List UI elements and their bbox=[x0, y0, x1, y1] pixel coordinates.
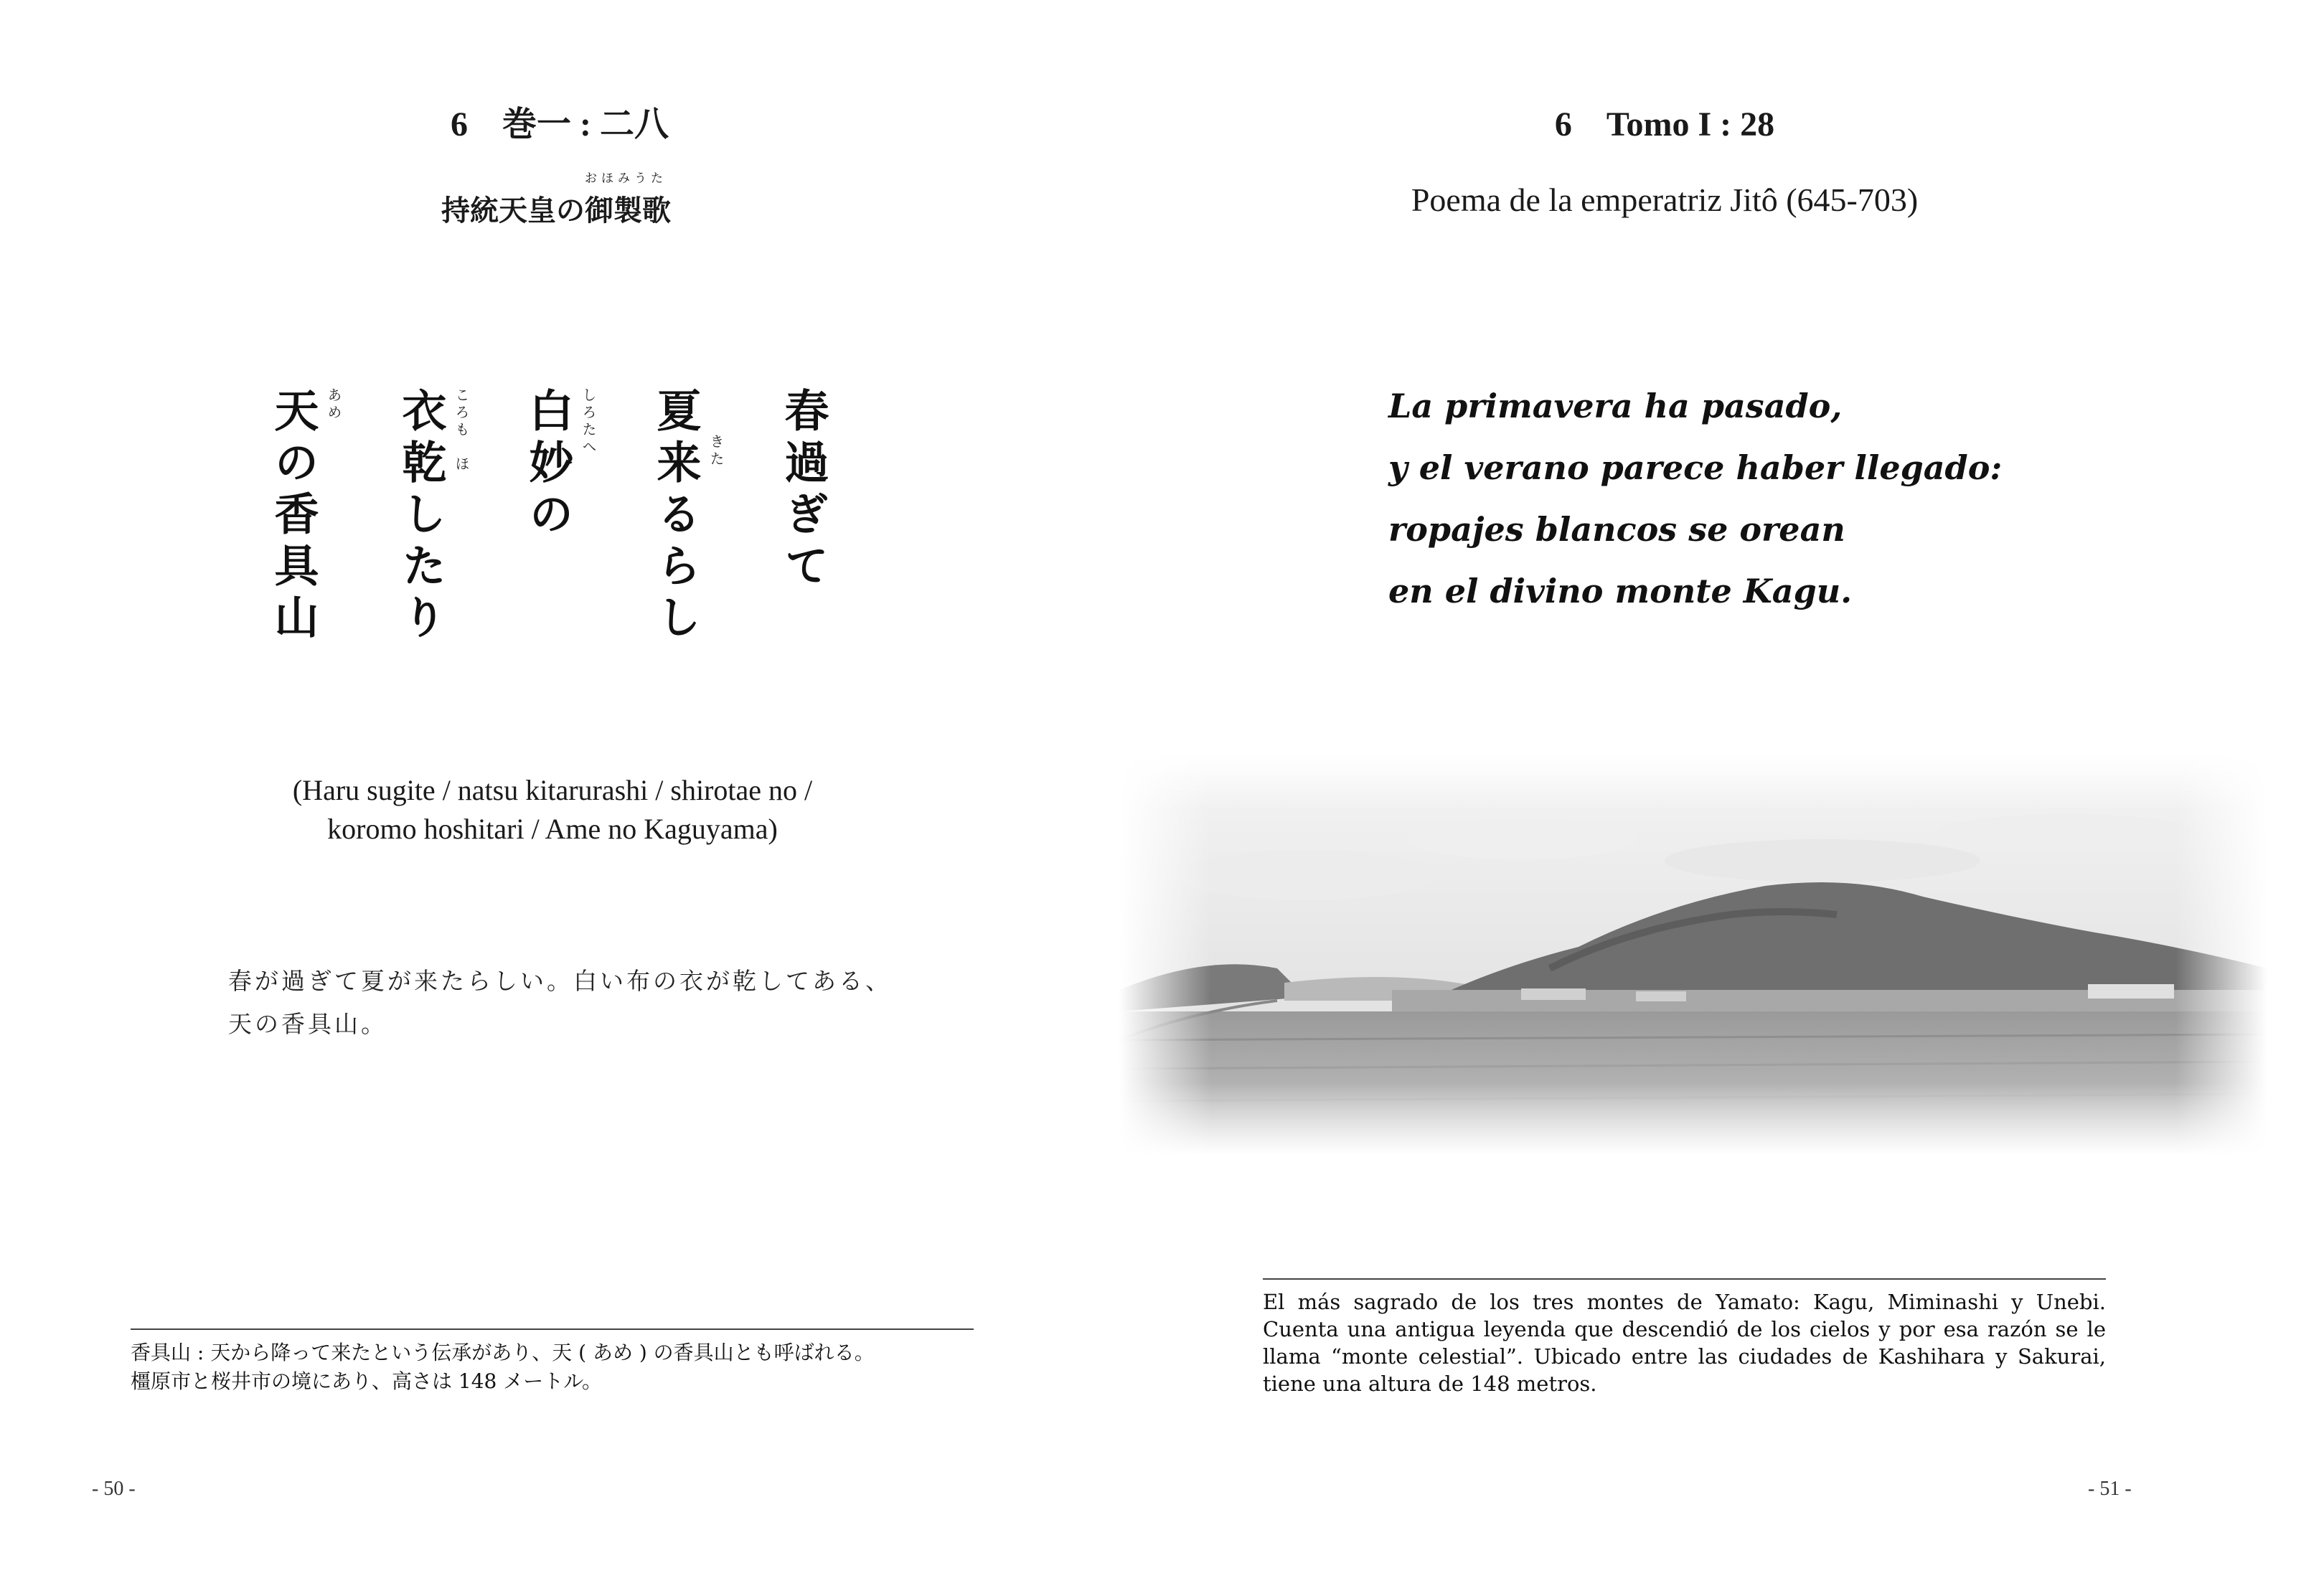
poem-ruby-3: しろたへ bbox=[580, 387, 597, 456]
modern-translation bbox=[228, 960, 1017, 1046]
subheading-prefix: 持統天皇の bbox=[441, 194, 585, 227]
page-number-right: - 51 - bbox=[2088, 1478, 2132, 1500]
footnote-divider bbox=[131, 1328, 974, 1330]
poem-column-5: 天の香具山 bbox=[267, 387, 319, 646]
landscape-illustration bbox=[1119, 753, 2267, 1155]
footnote-line-1: 香具山 : 天から降って来たという伝承があり、天 ( あめ ) の香具山とも呼ばれる。 bbox=[131, 1341, 875, 1364]
poem-column-1: 春過ぎて bbox=[777, 387, 829, 594]
poem-line-3: ropajes blancos se orean bbox=[1388, 510, 1845, 549]
poem-ruby-4: ころも ほ bbox=[453, 387, 470, 473]
footnote bbox=[131, 1339, 992, 1396]
romaji-block bbox=[179, 771, 926, 849]
cloud bbox=[1177, 850, 1435, 900]
subheading-ruby-word-wrap bbox=[585, 171, 671, 229]
poem-line-2: y el verano parece haber llegado: bbox=[1388, 448, 2003, 487]
rice-fields bbox=[1119, 1011, 2267, 1155]
right-title: Poema de la emperatriz Jitô (645-703) bbox=[1411, 181, 1919, 218]
left-page bbox=[0, 0, 1134, 1586]
right-heading: 6 Tomo I : 28 bbox=[1554, 105, 1775, 143]
cloud bbox=[1406, 819, 1636, 859]
poem-line-1: La primavera ha pasado, bbox=[1388, 387, 1843, 425]
house bbox=[1521, 988, 1586, 1000]
modern-line-2: 天の香具山。 bbox=[228, 1010, 387, 1038]
poem-column-3: 白妙の bbox=[522, 387, 574, 542]
subheading-ruby: おほみうた bbox=[585, 171, 667, 186]
romaji-line-1: (Haru sugite / natsu kitarurashi / shirotae no / bbox=[292, 774, 813, 806]
left-subheading bbox=[402, 171, 710, 229]
house bbox=[2088, 984, 2174, 999]
poem-column-2: 夏来るらし bbox=[649, 387, 702, 646]
poem-ruby-5: あめ bbox=[325, 387, 342, 422]
poem-ruby-2: きた bbox=[707, 434, 725, 468]
footnote-line-2: 橿原市と桜井市の境にあり、高さは 148 メートル。 bbox=[131, 1369, 603, 1393]
cloud bbox=[1937, 814, 2196, 850]
spanish-poem bbox=[1388, 375, 2249, 622]
page-number-left: - 50 - bbox=[92, 1478, 136, 1500]
footnote-right: El más sagrado de los tres montes de Yamato: Kagu, Miminashi y Unebi. Cuenta una antigua leyenda que descendió de los cielos y por esa razón se le llama “monte celestial”. Ubicado entre las ciudades de Kashihara y Sakurai, tiene una altura de 148 metros. bbox=[1263, 1290, 2106, 1396]
house bbox=[1636, 991, 1686, 1001]
mount-kagu-photo bbox=[1119, 753, 2267, 1155]
subheading-ruby-word: 御製歌 bbox=[585, 194, 671, 227]
poem-column-4: 衣乾したり bbox=[395, 387, 447, 646]
modern-line-1: 春が過ぎて夏が来たらしい。白い布の衣が乾してある、 bbox=[228, 967, 892, 995]
poem-line-4: en el divino monte Kagu. bbox=[1388, 572, 1853, 610]
romaji-line-2: koromo hoshitari / Ame no Kaguyama) bbox=[327, 813, 778, 845]
left-heading: 6 巻一 : 二八 bbox=[451, 105, 669, 143]
footnote-divider-right bbox=[1263, 1278, 2106, 1280]
cloud bbox=[1665, 839, 1980, 882]
